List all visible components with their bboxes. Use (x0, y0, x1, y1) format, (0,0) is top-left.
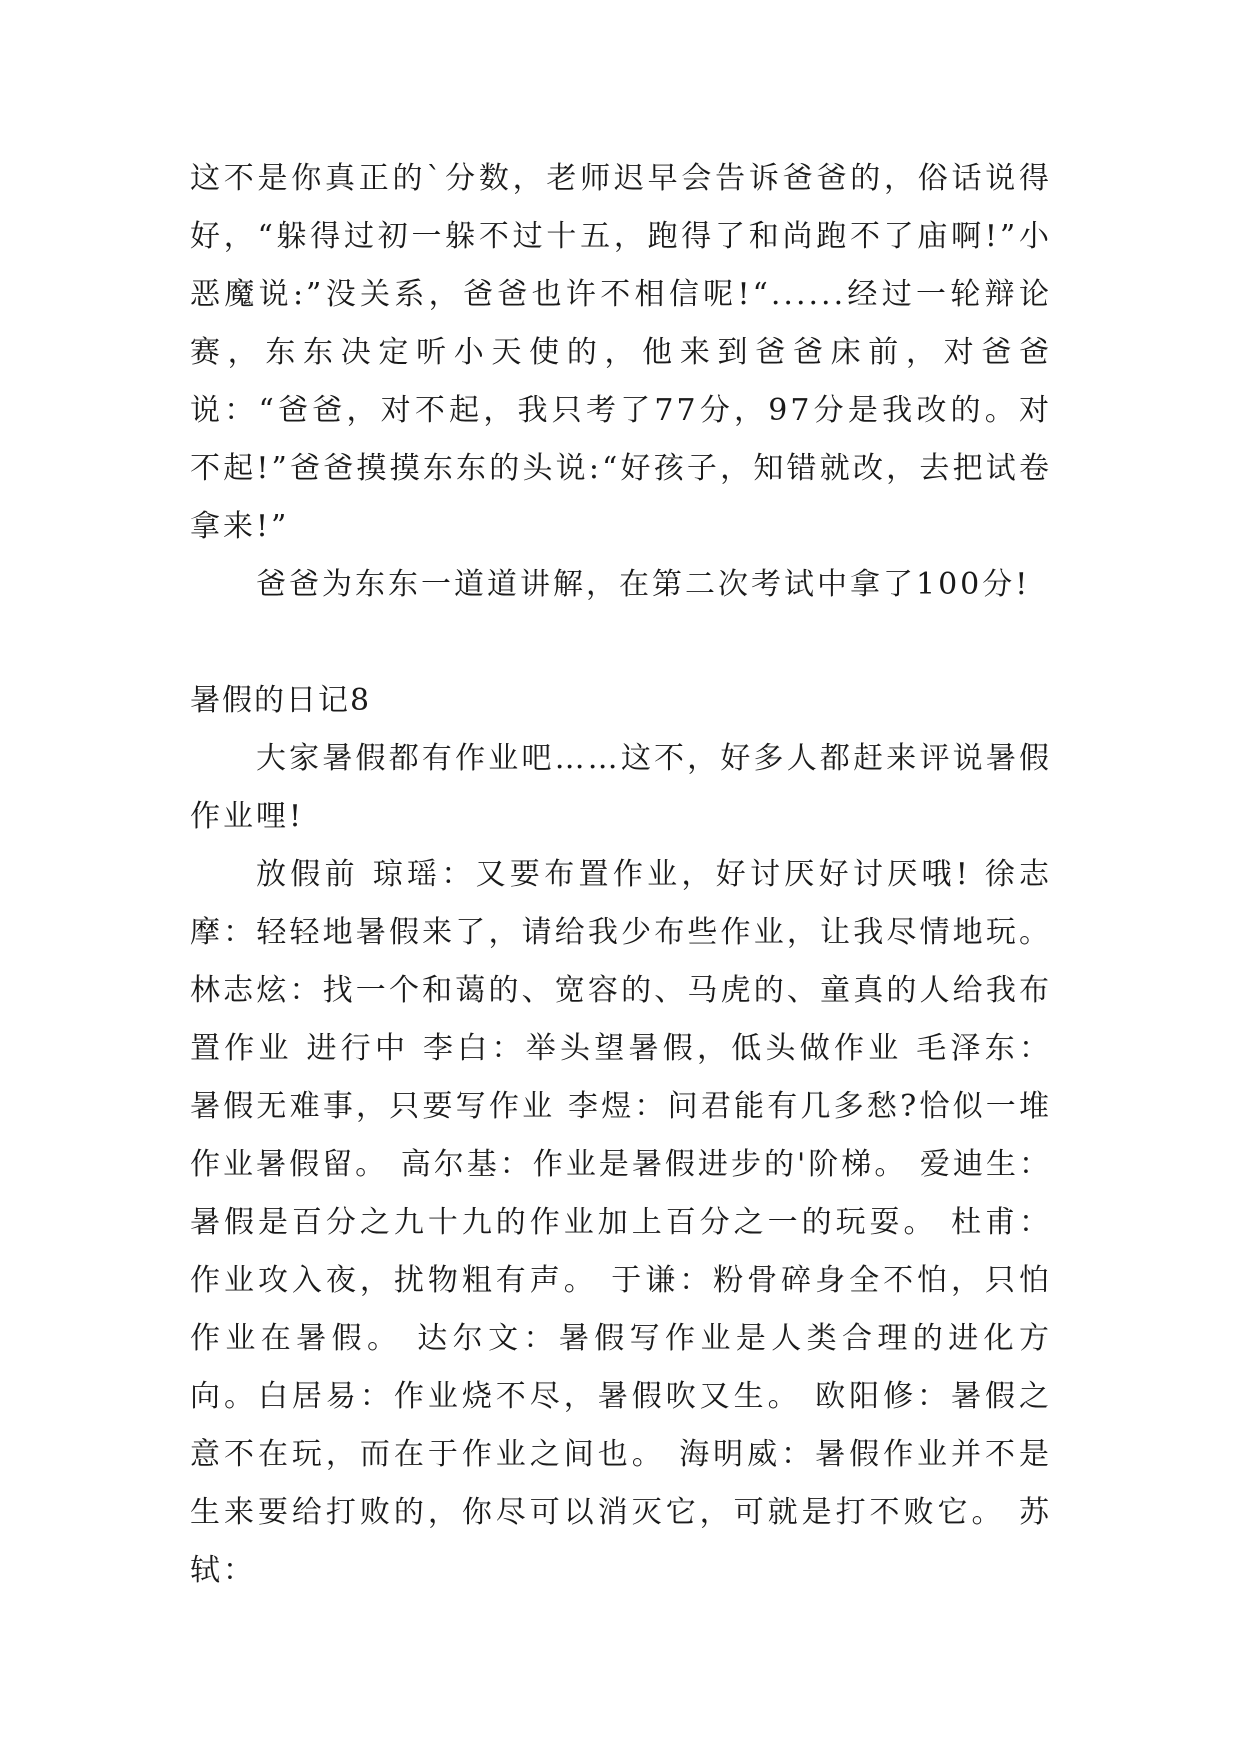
story-paragraph-2: 爸爸为东东一道道讲解，在第二次考试中拿了100分! (256, 567, 1031, 602)
section-spacer (190, 614, 1052, 672)
diary-paragraph-1: 大家暑假都有作业吧……这不，好多人都赶来评说暑假作业哩! (190, 741, 1052, 834)
section-title: 暑假的日记8 (190, 683, 372, 718)
document-body (190, 150, 1052, 1600)
diary-paragraph-2: 放假前 琼瑶：又要布置作业，好讨厌好讨厌哦! 徐志摩：轻轻地暑假来了，请给我少布些作业，让我尽情地玩。林志炫：找一个和蔼的、宽容的、马虎的、童真的人给我布置作业 进行中 李白：举头望暑假，低头做作业 毛泽东：暑假无难事，只要写作业 李煜：问君能有几多愁?恰似一堆作业暑假留。 高尔基：作业是暑假进步的'阶梯。 爱迪生：暑假是百分之九十九的作业加上百分之一的玩耍。 杜甫：作业攻入夜，扰物粗有声。 于谦：粉骨碎身全不怕，只怕作业在暑假。 达尔文：暑假写作业是人类合理的进化方向。白居易：作业烧不尽，暑假吹又生。 欧阳修：暑假之意不在玩，而在于作业之间也。 海明威：暑假作业并不是生来要给打败的，你尽可以消灭它，可就是打不败它。 苏轼： (190, 857, 1052, 1588)
story-paragraph-1: 这不是你真正的`分数，老师迟早会告诉爸爸的，俗话说得好，“躲得过初一躲不过十五，跑得了和尚跑不了庙啊!”小恶魔说:”没关系，爸爸也许不相信呢!“......经过一轮辩论赛，东东决定听小天使的，他来到爸爸床前，对爸爸说：“爸爸，对不起，我只考了77分，97分是我改的。对不起!”爸爸摸摸东东的头说:“好孩子，知错就改，去把试卷拿来!” (190, 161, 1052, 544)
